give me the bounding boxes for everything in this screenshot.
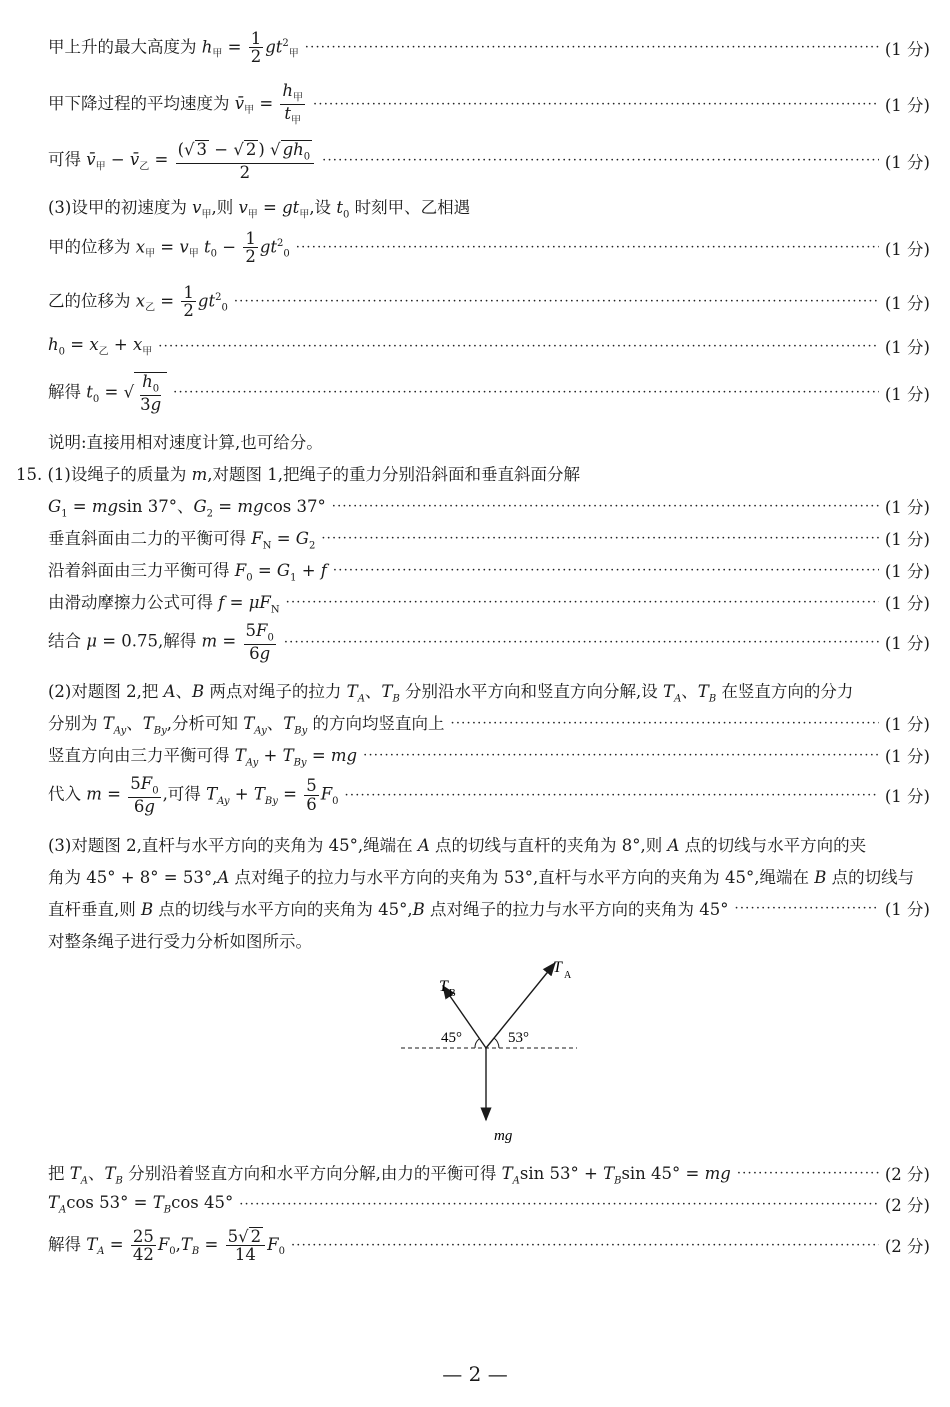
answer-line-9: [48, 429, 930, 453]
score-label: (2 分): [884, 1237, 930, 1257]
score-label: (1 分): [884, 239, 930, 259]
leader-dots: [158, 339, 879, 354]
answer-line-2: [48, 82, 930, 127]
leader-dots: [239, 1197, 879, 1212]
leader-dots: [284, 635, 879, 650]
line-text: (2)对题图 2,把 A、B 两点对绳子的拉力 $T_A$、$T_B$ 分别沿水平方向和竖直方向分解,设 $T_A$、$T_B$ 在竖直方向的分力: [48, 682, 854, 705]
score-label: (1 分): [884, 338, 930, 357]
score-label: (2 分): [884, 1196, 930, 1215]
line-text: 解得 $T_A$ = $\frac{25}{42}$ $F_0,T_B$ = $\frac{5√ 2}{14}$ $F_0$: [48, 1226, 285, 1265]
answer-line-23: [48, 928, 930, 952]
leader-dots: [345, 788, 879, 803]
leader-dots: [735, 901, 879, 916]
line-text: 分别为 $T_{Ay}$、$T_{By}$,分析可知 $T_{Ay}$、$T_{By}$ 的方向均竖直向上: [48, 714, 445, 737]
tb-label: T: [439, 978, 448, 995]
force-diagram: [395, 955, 585, 1150]
line-text: 乙的位移为 $x_乙$ = $\frac{1}{2}$ $gt^2_0$: [48, 283, 228, 321]
answer-line-21: [48, 864, 930, 888]
answer-line-19: [48, 775, 930, 815]
line-text: $G_1 = mgsin$ 37°、$G_2 = mgcos$ 37°: [48, 497, 326, 520]
question-15-header: [16, 461, 930, 485]
angle-arc-left: [475, 1039, 479, 1048]
leader-dots: [291, 1238, 879, 1253]
line-text: 可得 $v̄_甲$ − $v̄_乙$ = $\frac{(√ 3 - √ 2 ) √ gh_0}{2}$: [48, 140, 316, 181]
answer-line-25: [48, 1192, 930, 1216]
leader-dots: [234, 294, 879, 309]
leader-dots: [333, 563, 879, 578]
line-text: 代入 m = $\frac{5F_0}{6g}$ ,可得 $T_{Ay} + T_{By}$ = $\frac{5}{6}$ $F_0$: [48, 774, 339, 816]
leader-dots: [321, 531, 879, 546]
leader-dots: [332, 499, 879, 514]
answer-line-1: [48, 30, 930, 66]
score-label: (1 分): [884, 747, 930, 767]
answer-line-20: [48, 832, 930, 856]
answer-line-11: [48, 493, 930, 519]
answer-line-4: [48, 194, 930, 220]
answer-line-24: [48, 1160, 930, 1186]
score-label: (1 分): [884, 594, 930, 614]
score-label: (1 分): [884, 562, 930, 582]
score-label: (1 分): [884, 498, 930, 518]
leader-dots: [173, 385, 879, 400]
mg-label: mg: [494, 1128, 513, 1144]
leader-dots: [313, 97, 879, 112]
angle-left-label: 45°: [441, 1030, 462, 1046]
leader-dots: [322, 153, 879, 168]
line-text: 15. (1)设绳子的质量为 m,对题图 1,把绳子的重力分别沿斜面和垂直斜面分解: [16, 465, 580, 484]
leader-dots: [296, 240, 879, 255]
score-label: (2 分): [884, 1165, 930, 1185]
line-text: 解得 $t_0$ = √ $\frac{h_0}{3g}$: [48, 372, 167, 413]
line-text: 垂直斜面由二力的平衡可得 $F_N = G_2$: [48, 529, 316, 552]
score-label: (1 分): [884, 152, 930, 172]
line-text: 甲上升的最大高度为 $h_甲$ = $\frac{1}{2}$ $gt^2_甲$: [48, 29, 299, 67]
line-text: 说明:直接用相对速度计算,也可给分。: [48, 433, 323, 452]
line-text: 角为 45° + 8° = 53°,A 点对绳子的拉力与水平方向的夹角为 53°,直杆与水平方向的夹角为 45°,绳端在 B 点的切线与: [48, 868, 915, 887]
answer-line-8: [48, 372, 930, 413]
leader-dots: [305, 40, 879, 55]
line-text: (3)对题图 2,直杆与水平方向的夹角为 45°,绳端在 A 点的切线与直杆的夹角为 8°,则 A 点的切线与水平方向的夹: [48, 836, 867, 855]
score-label: (1 分): [884, 715, 930, 735]
line-text: $T_A\cos$ $53^\circ = T_B\cos$ 45°: [48, 1192, 234, 1216]
score-label: (1 分): [884, 530, 930, 550]
answer-line-26: [48, 1227, 930, 1264]
tb-label-sub: B: [449, 988, 456, 999]
line-text: $h_0 = x_乙 + x_甲$: [48, 334, 153, 358]
score-label: (1 分): [884, 39, 930, 59]
score-label: (1 分): [884, 293, 930, 313]
score-label: (1 分): [884, 384, 930, 404]
score-label: (1 分): [884, 96, 930, 116]
answer-line-16: [48, 678, 930, 704]
angle-right-label: 53°: [508, 1030, 529, 1046]
line-text: 沿着斜面由三力平衡可得 $F_0 = G_1 + f$: [48, 561, 327, 584]
answer-line-18: [48, 742, 930, 768]
answer-line-3: [48, 140, 930, 181]
line-text: 把 $T_A$、$T_B$ 分别沿着竖直方向和水平方向分解,由力的平衡可得 $T_A\sin$ $53^\circ + T_B\sin$ 45° = mg: [48, 1164, 731, 1187]
leader-dots: [363, 748, 879, 763]
answer-line-5: [48, 230, 930, 266]
score-label: (1 分): [884, 634, 930, 654]
answer-line-6: [48, 284, 930, 320]
line-text: 竖直方向由三力平衡可得 $T_{Ay} + T_{By}$ = mg: [48, 746, 358, 769]
ta-label: T: [553, 959, 562, 976]
line-text: 对整条绳子进行受力分析如图所示。: [48, 932, 312, 951]
answer-line-13: [48, 557, 930, 583]
ta-label-sub: A: [564, 970, 572, 981]
answer-line-14: [48, 589, 930, 615]
answer-line-17: [48, 710, 930, 736]
answer-line-7: [48, 334, 930, 358]
line-text: (3)设甲的初速度为 $v_甲$,则 $v_甲 = gt_甲$,设 $t_0$ 时刻甲、乙相遇: [48, 198, 471, 221]
answer-line-15: [48, 622, 930, 662]
score-label: (1 分): [884, 900, 930, 919]
answer-line-12: [48, 525, 930, 551]
leader-dots: [737, 1166, 879, 1181]
angle-arc-right: [494, 1038, 499, 1048]
leader-dots: [451, 716, 879, 731]
line-text: 结合 μ = 0.75,解得 m = $\frac{5F_0}{6g}$: [48, 621, 274, 663]
page-number: — 2 —: [442, 1362, 508, 1386]
line-text: 甲的位移为 $x_甲 = v_甲$ $t_0$ − $\frac{1}{2}$ $gt^2_0$: [48, 229, 290, 267]
answer-line-22: [48, 896, 930, 920]
score-label: (1 分): [884, 787, 930, 807]
leader-dots: [286, 595, 879, 610]
line-text: 甲下降过程的平均速度为 $v̄_甲$ = $\frac{h_甲}{t_甲}$: [48, 81, 304, 127]
line-text: 由滑动摩擦力公式可得 $f = \mu F_N$: [48, 593, 280, 616]
line-text: 直杆垂直,则 B 点的切线与水平方向的夹角为 45°,B 点对绳子的拉力与水平方向的夹角为 45°: [48, 900, 729, 919]
